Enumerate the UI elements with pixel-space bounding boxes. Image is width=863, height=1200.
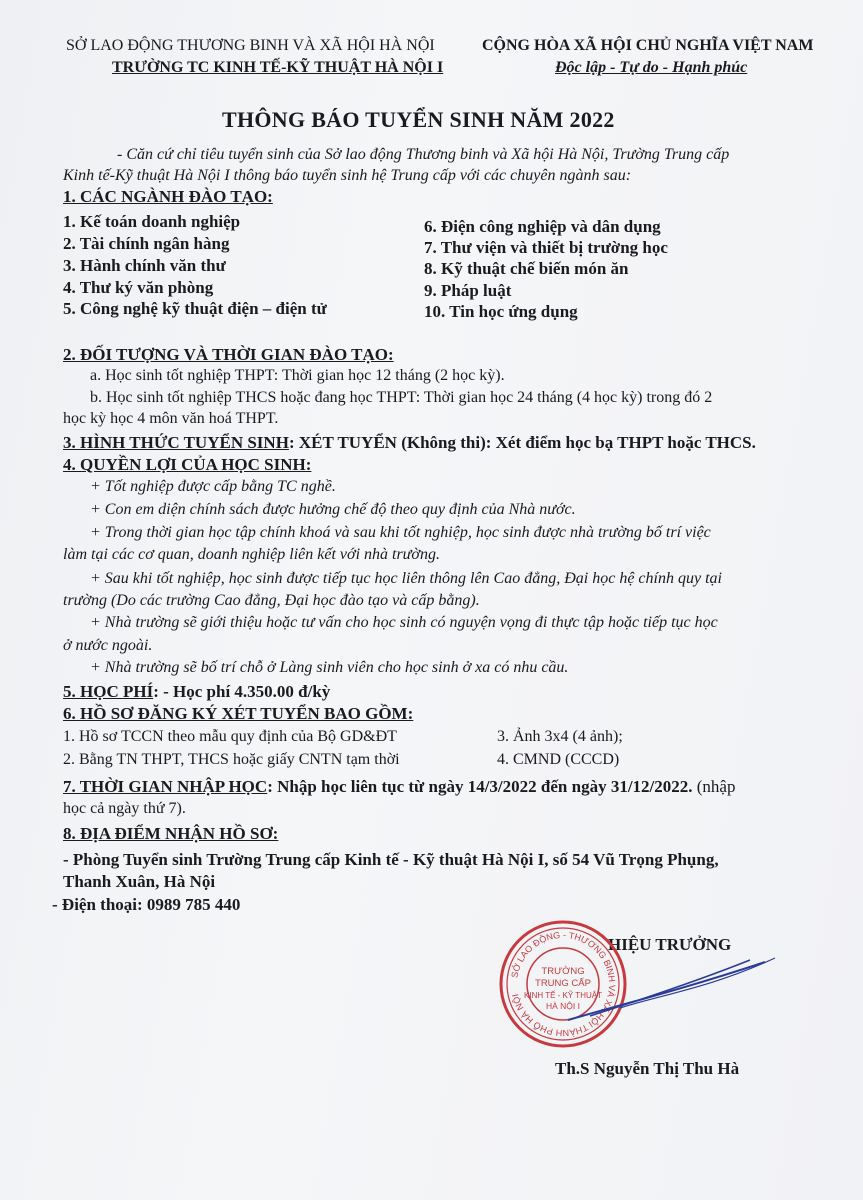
phone-line: - Điện thoại: 0989 785 440 [52,895,241,914]
section-5-body: : - Học phí 4.350.00 đ/kỳ [153,682,331,701]
ministry-name: SỞ LAO ĐỘNG THƯƠNG BINH VÀ XÃ HỘI HÀ NỘI [66,37,435,54]
school-name: TRƯỜNG TC KINH TẾ-KỸ THUẬT HÀ NỘI I [112,59,444,76]
principal-signature [560,950,780,1030]
principal-title: HIỆU TRƯỞNG [608,935,732,954]
section-2-item-b-line2: học kỳ học 4 môn văn hoá THPT. [63,410,279,427]
major-item: 6. Điện công nghiệp và dân dụng [424,217,661,236]
major-item: 1. Kế toán doanh nghiệp [63,212,241,231]
national-motto: Độc lập - Tự do - Hạnh phúc [555,59,748,76]
benefit-item: làm tại các cơ quan, doanh nghiệp liên kết với nhà trường. [63,546,440,563]
section-3-body: : XÉT TUYỂN (Không thi): Xét điểm học bạ THPT hoặc THCS. [288,433,756,452]
principal-name: Th.S Nguyễn Thị Thu Hà [555,1059,740,1078]
svg-text:HÀ NỘI I: HÀ NỘI I [545,1001,581,1011]
section-7-note: (nhập [692,777,736,796]
address-line-1: - Phòng Tuyển sinh Trường Trung cấp Kinh tế - Kỹ thuật Hà Nội I, số 54 Vũ Trọng Phụng, [63,850,719,869]
benefit-item: + Con em diện chính sách được hưởng chế độ theo quy định của Nhà nước. [90,501,576,518]
benefit-item: + Trong thời gian học tập chính khoá và sau khi tốt nghiệp, học sinh được nhà trường bố trí việc [90,524,711,541]
svg-text:KINH TẾ - KỸ THUẬT: KINH TẾ - KỸ THUẬT [524,991,602,1000]
document-item: 2. Bằng TN THPT, THCS hoặc giấy CNTN tạm thời [63,751,400,768]
country-name: CỘNG HÒA XÃ HỘI CHỦ NGHĨA VIỆT NAM [482,37,814,54]
major-item: 7. Thư viện và thiết bị trường học [424,238,668,257]
benefit-item: + Sau khi tốt nghiệp, học sinh được tiếp tục học liên thông lên Cao đẳng, Đại học hệ chính quy tại [90,570,722,587]
benefit-item: + Tốt nghiệp được cấp bằng TC nghề. [90,478,336,495]
benefit-item: ở nước ngoài. [63,637,153,654]
section-3-heading: 3. HÌNH THỨC TUYỂN SINH [63,433,289,452]
address-line-2: Thanh Xuân, Hà Nội [63,872,216,891]
section-2-heading: 2. ĐỐI TƯỢNG VÀ THỜI GIAN ĐÀO TẠO: [63,345,394,364]
section-6-heading: 6. HỒ SƠ ĐĂNG KÝ XÉT TUYỂN BAO GỒM: [63,704,414,723]
major-item: 2. Tài chính ngân hàng [63,234,230,253]
document-item: 4. CMND (CCCD) [497,751,620,768]
section-7-heading: 7. THỜI GIAN NHẬP HỌC [63,777,268,796]
section-5-heading: 5. HỌC PHÍ [63,682,154,701]
major-item: 8. Kỹ thuật chế biến món ăn [424,259,629,278]
document-item: 1. Hồ sơ TCCN theo mẫu quy định của Bộ GD&ĐT [63,728,397,745]
major-item: 10. Tin học ứng dụng [424,302,578,321]
intro-line-2: Kinh tế-Kỹ thuật Hà Nội I thông báo tuyển sinh hệ Trung cấp với các chuyên ngành sau: [63,167,632,184]
section-7-line2: học cả ngày thứ 7). [63,800,186,817]
section-2-item-b-line1: b. Học sinh tốt nghiệp THCS hoặc đang học THPT: Thời gian học 24 tháng (4 học kỳ) trong đó 2 [90,389,713,406]
section-7-body: : Nhập học liên tục từ ngày 14/3/2022 đến ngày 31/12/2022. [267,777,693,796]
section-2-item-a: a. Học sinh tốt nghiệp THPT: Thời gian học 12 tháng (2 học kỳ). [90,367,505,384]
svg-text:SỞ LAO ĐỘNG - THƯƠNG BINH VÀ X: SỞ LAO ĐỘNG - THƯƠNG BINH VÀ XÃ HỘI THÀNH PHỐ HÀ NỘI [509,929,618,1039]
benefit-item: trường (Do các trường Cao đẳng, Đại học đào tạo và cấp bằng). [63,592,480,609]
section-7-line1 [63,777,735,797]
svg-text:TRƯỜNG: TRƯỜNG [541,966,585,977]
section-4-heading: 4. QUYỀN LỢI CỦA HỌC SINH: [63,455,312,474]
document-item: 3. Ảnh 3x4 (4 ảnh); [497,728,623,745]
section-8-heading: 8. ĐỊA ĐIỂM NHẬN HỒ SƠ: [63,824,279,843]
major-item: 9. Pháp luật [424,281,512,300]
benefit-item: + Nhà trường sẽ giới thiệu hoặc tư vấn cho học sinh có nguyện vọng đi thực tập hoặc tiếp tục học [90,614,718,631]
major-item: 4. Thư ký văn phòng [63,278,214,297]
major-item: 5. Công nghệ kỹ thuật điện – điện tử [63,299,327,318]
svg-text:TRUNG CẤP: TRUNG CẤP [535,978,591,989]
major-item: 3. Hành chính văn thư [63,256,226,275]
page-title: THÔNG BÁO TUYỂN SINH NĂM 2022 [222,107,615,132]
section-1-heading: 1. CÁC NGÀNH ĐÀO TẠO: [63,187,273,206]
benefit-item: + Nhà trường sẽ bố trí chỗ ở Làng sinh viên cho học sinh ở xa có nhu cầu. [90,659,569,676]
section-3 [63,433,756,453]
section-5 [63,682,330,702]
intro-line-1: - Căn cứ chỉ tiêu tuyển sinh của Sở lao động Thương binh và Xã hội Hà Nội, Trường Trung cấp [117,146,730,163]
